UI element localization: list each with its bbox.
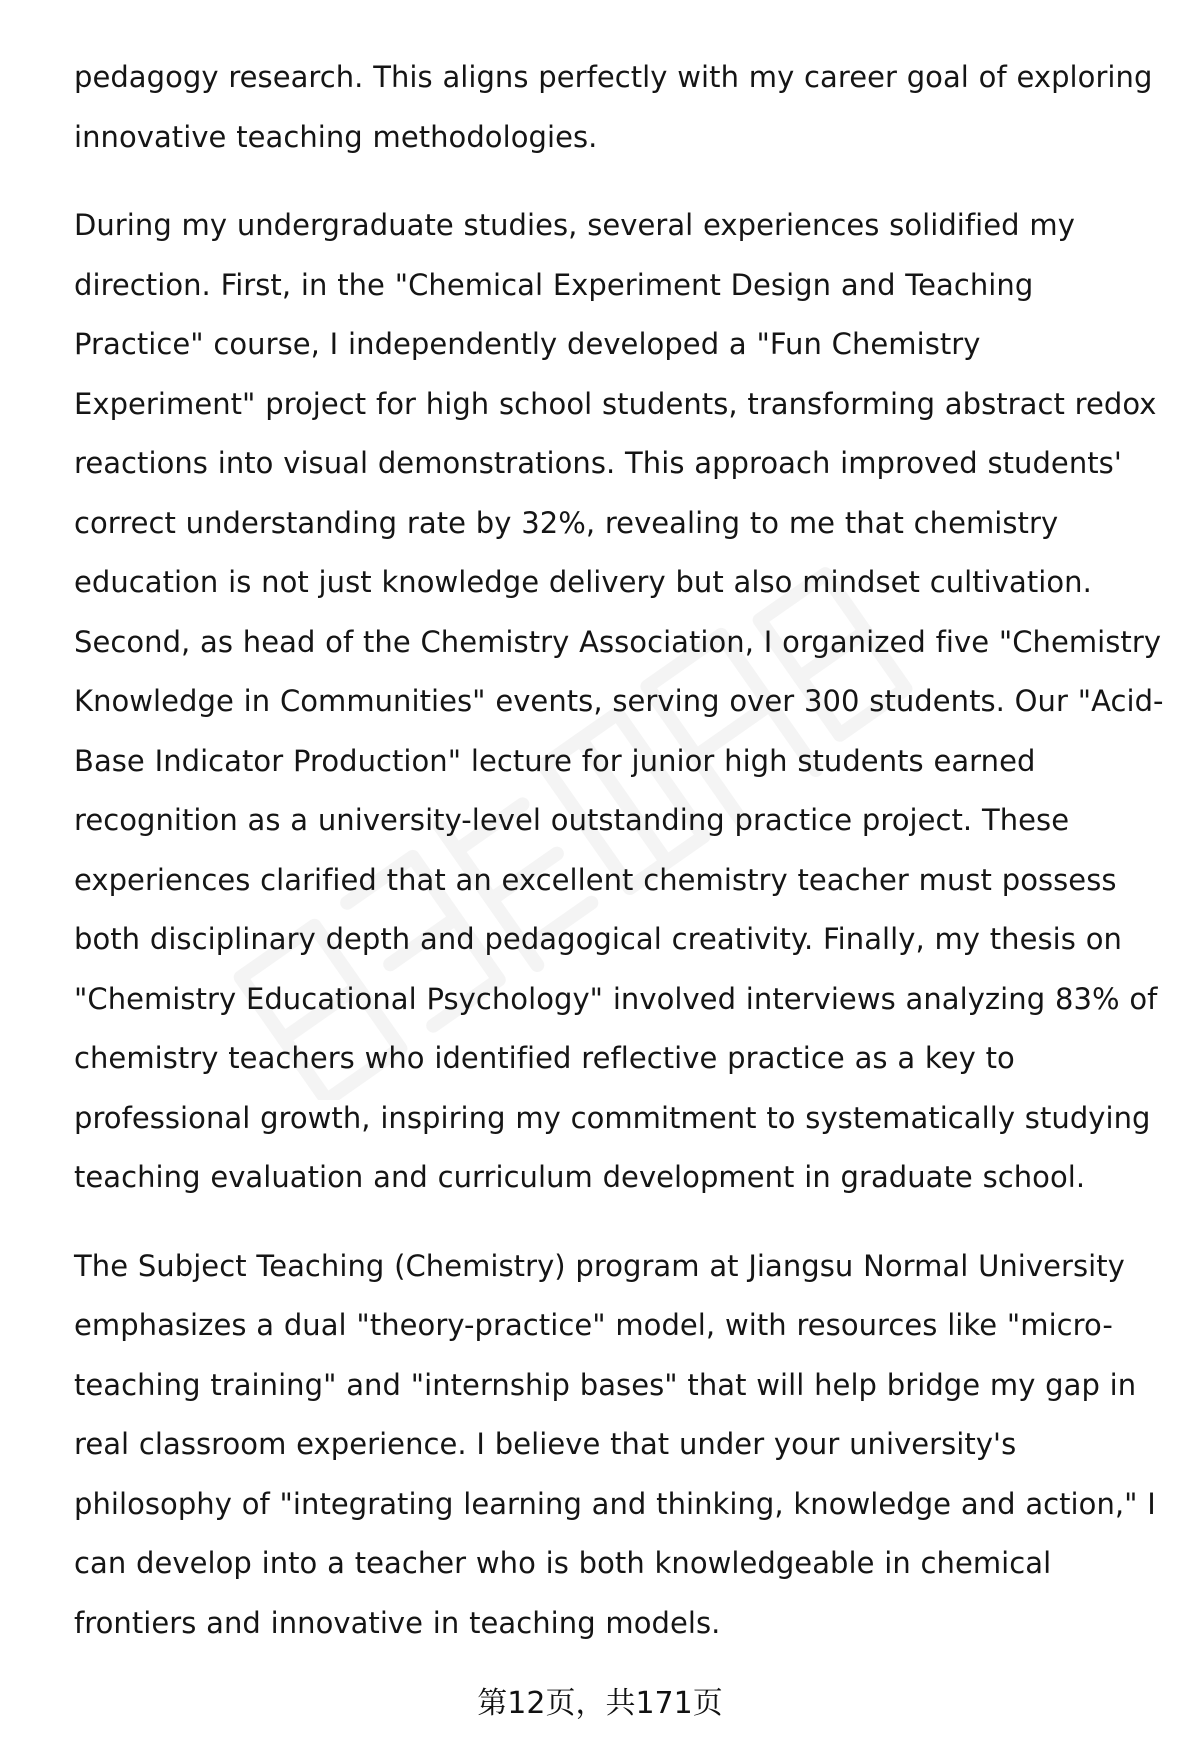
page-number-footer: 第12页，共171页 <box>477 1686 723 1721</box>
document-body <box>74 48 1164 1682</box>
paragraph-intro-continuation: pedagogy research. This aligns perfectly with my career goal of exploring innovative teaching methodologies. <box>74 60 1153 154</box>
paragraph-program-fit: The Subject Teaching (Chemistry) program at Jiangsu Normal University emphasizes a dual "theory-practice" model, with resources like "micro-teaching training" and "internship bases" that will help bridge my gap in real classroom experience. I believe that under your university's philosophy of "integrating learning and thinking, knowledge and action," I can develop into a teacher who is both knowledgeable in chemical frontiers and innovative in teaching models. <box>74 1248 1156 1640</box>
paragraph-undergraduate-experiences: During my undergraduate studies, several experiences solidified my direction. First, in the "Chemical Experiment Design and Teaching Practice" course, I independently developed a "Fun Chemistry Experiment" project for high school students, transforming abstract redox reactions into visual demonstrations. This approach improved students' correct understanding rate by 32%, revealing to me that chemistry education is not just knowledge delivery but also mindset cultivation. Second, as head of the Chemistry Association, I organized five "Chemistry Knowledge in Communities" events, serving over 300 students. Our "Acid-Base Indicator Production" lecture for junior high students earned recognition as a university-level outstanding practice project. These experiences clarified that an excellent chemistry teacher must possess both disciplinary depth and pedagogical creativity. Finally, my thesis on "Chemistry Educational Psychology" involved interviews analyzing 83% of chemistry teachers who identified reflective practice as a key to professional growth, inspiring my commitment to systematically studying teaching evaluation and curriculum development in graduate school. <box>74 208 1164 1194</box>
